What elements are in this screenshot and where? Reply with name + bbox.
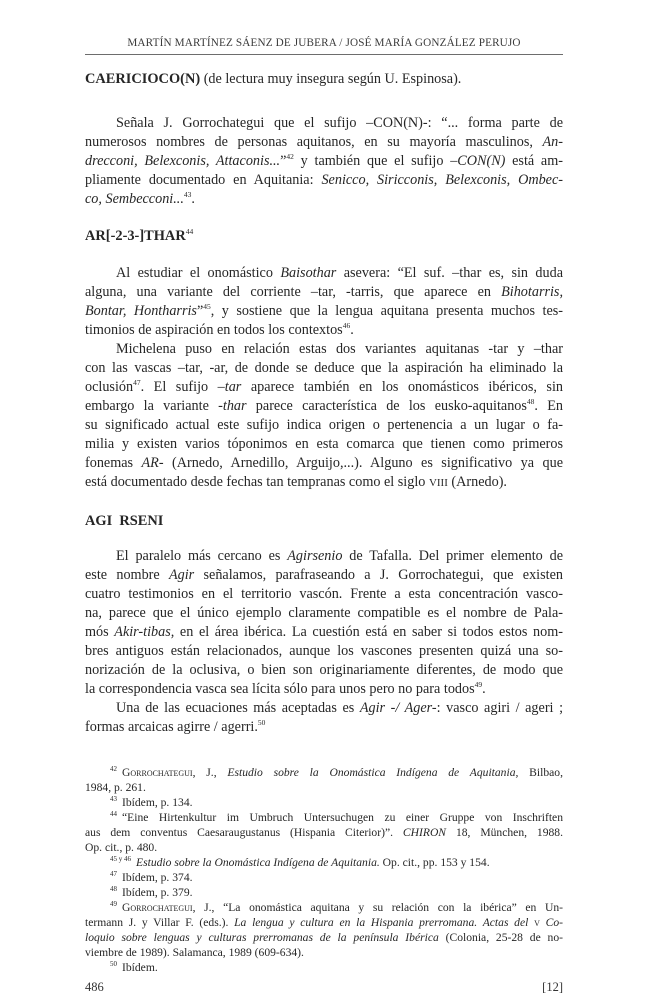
body-line: [85, 454, 563, 473]
body-line: [85, 661, 563, 680]
italic-text: Agirsenio: [287, 548, 343, 564]
text: , J.,: [192, 766, 228, 779]
footnote-number: 49: [110, 900, 117, 908]
header-rule: [85, 54, 563, 55]
text: está documentado desde fechas tan tempranas como el siglo: [85, 474, 429, 490]
footnote-49-cont: [85, 930, 563, 945]
text: Bilbao,: [518, 766, 563, 779]
footnote-49: [110, 900, 563, 915]
text: en el área ibérica. La cuestión está en saber si todos estos nom-: [174, 624, 563, 640]
italic-text: Akir-tibas,: [114, 624, 175, 640]
text: este nombre: [85, 567, 169, 583]
text: na, parece que el único ejemplo claramente compatible es el nombre de Pala-: [85, 605, 563, 621]
title-italic: loquio sobre lenguas y culturas prerromanas de la península Ibérica: [85, 931, 439, 944]
title-italic: La lengua y cultura en la Hispania prerromana. Actas del: [234, 916, 535, 929]
text: (Arnedo).: [447, 474, 507, 490]
body-line: [85, 566, 563, 585]
entry-heading-agirseni: [85, 512, 563, 531]
text: : vasco agiri / ageri ;: [436, 700, 564, 716]
text: parece característica de los eusko-aquitanos: [246, 398, 527, 414]
italic-text: Agir: [168, 567, 195, 583]
text: norización de la oclusiva, o bien son originariamente diferentes, de modo que: [85, 662, 563, 678]
footnote-number: 48: [110, 885, 117, 893]
running-head: MARTÍN MARTÍNEZ SÁENZ DE JUBERA / JOSÉ MARÍA GONZÁLEZ PERUJO: [127, 37, 521, 49]
body-line: [85, 321, 563, 340]
text: su significado actual este sufijo indica origen o pertenencia a un lugar o fa-: [85, 417, 563, 433]
text: ”: [196, 303, 204, 319]
text: señalamos, parafraseando a J. Gorrochategui, que existen: [194, 567, 563, 583]
footnote-number: 44: [110, 810, 117, 818]
italic-text: CON(N): [457, 153, 506, 169]
italic-text: Baisothar: [280, 265, 337, 281]
body-line: [85, 133, 563, 152]
text: asevera: “El suf. –thar es, sin duda: [336, 265, 563, 281]
footnote-42-cont: [85, 780, 563, 795]
body-line: [85, 642, 563, 661]
footnote-50: [110, 960, 563, 975]
text: milia y existen varios tóponimos en esta comarca que tienen como primeros: [85, 436, 563, 452]
footnote-ref[interactable]: 48: [526, 397, 535, 406]
text: Op. cit., p. 480.: [85, 841, 158, 854]
body-line: [85, 283, 563, 302]
body-line: [85, 623, 563, 642]
body-line: [116, 114, 563, 133]
title-italic: Estudio sobre la Onomástica Indígena de Aquitania.: [136, 856, 380, 869]
text: pliamente documentado en Aquitania:: [85, 172, 322, 188]
body-line: [85, 604, 563, 623]
body-line: [85, 397, 563, 416]
text: Ibídem, p. 379.: [122, 886, 193, 899]
footnote-ref[interactable]: 50: [257, 718, 266, 727]
text: , y sostiene que la lengua aquitana presenta muchos tes-: [210, 303, 563, 319]
heading-text: AGI RSENI: [85, 513, 164, 529]
body-line: [85, 152, 563, 171]
body-line: [85, 190, 563, 209]
text: aparece también en los onomásticos ibéricos, sin: [241, 379, 563, 395]
text: Al estudiar el onomástico: [116, 265, 281, 281]
heading-text: CAERICIOCO(N): [85, 71, 201, 87]
italic-text: Bontar, Hontharris: [85, 303, 197, 319]
footnote-ref[interactable]: 44: [185, 227, 194, 236]
text: embargo la variante: [85, 398, 219, 414]
entry-heading-arthar: [85, 227, 563, 246]
body-line: [85, 359, 563, 378]
footnote-43: [110, 795, 563, 810]
footnote-number: 45 y 46: [110, 855, 131, 863]
italic-text: drecconi, Belexconis, Attaconis...: [85, 153, 281, 169]
bracket-page-number: [12]: [542, 980, 563, 994]
text: ”: [280, 153, 287, 169]
footnote-45-46: [110, 855, 563, 870]
text: timonios de aspiración en todos los contextos: [85, 322, 343, 338]
footnote-ref[interactable]: 45: [203, 302, 211, 311]
text: mós: [85, 624, 115, 640]
text: El paralelo más cercano es: [116, 548, 288, 564]
footnote-number: 43: [110, 795, 117, 803]
footnote-44: [110, 810, 563, 825]
footnote-ref[interactable]: 46: [342, 321, 351, 330]
text: viembre de 1989). Salamanca, 1989 (609-634).: [85, 946, 304, 959]
footnote-number: 50: [110, 960, 117, 968]
body-line: [85, 435, 563, 454]
text: y también que el sufijo –: [293, 153, 458, 169]
footnote-number: 47: [110, 870, 117, 878]
page-number: 486: [85, 980, 104, 994]
text: Michelena puso en relación estas dos variantes aquitanas -tar y –thar: [116, 341, 563, 357]
italic-text: AR-: [141, 455, 164, 471]
footnote-ref[interactable]: 47: [133, 378, 141, 387]
text: Ibídem.: [122, 961, 158, 974]
italic-text: –tar: [217, 379, 242, 395]
title-italic: Estudio sobre la Onomástica Indígena de Aquitania,: [227, 766, 519, 779]
italic-text: co, Sembecconi...: [85, 191, 184, 207]
text: numerosos nombres de personas aquitanos, en su mayoría masculinos,: [85, 134, 543, 150]
footnote-49-cont: [85, 915, 563, 930]
text: 18, München, 1988.: [446, 826, 563, 839]
text: Ibídem, p. 374.: [122, 871, 193, 884]
body-line: [85, 680, 563, 699]
text: Una de las ecuaciones más aceptadas es: [116, 700, 360, 716]
footnote-49-cont: [85, 945, 563, 960]
footnote-ref[interactable]: 42: [286, 152, 294, 161]
small-caps-text: VIII: [428, 477, 448, 489]
text: formas arcaicas agirre / agerri.: [85, 719, 258, 735]
italic-text: Senicco, Siricconis, Belexconis, Ombec-: [321, 172, 563, 188]
italic-text: An-: [542, 134, 563, 150]
title-italic: Co-: [539, 916, 563, 929]
body-line: [85, 171, 563, 190]
text: .: [191, 191, 195, 207]
body-line: [85, 718, 563, 737]
heading-text: AR[-2-3-]THAR: [85, 228, 186, 244]
text: termann J. y Villar F. (eds.).: [85, 916, 235, 929]
text: . En: [534, 398, 563, 414]
text: la correspondencia vasca sea lícita sólo para unos pero no para todos: [85, 681, 475, 697]
body-line: [116, 264, 563, 283]
italic-text: -thar: [218, 398, 247, 414]
text: está am-: [505, 153, 563, 169]
text: “Eine Hirtenkultur im Umbruch Untersuchugen zu einer Gruppe von Inschriften: [122, 811, 563, 824]
text: , J., “La onomástica aquitana y su relación con la ibérica” en Un-: [192, 901, 563, 914]
text: (Arnedo, Arnedillo, Arguijo,...). Alguno es significativo ya que: [163, 455, 563, 471]
text: .: [482, 681, 486, 697]
small-caps-text: v: [534, 916, 540, 929]
heading-note: (de lectura muy insegura según U. Espinosa).: [200, 71, 462, 87]
text: Ibídem, p. 134.: [122, 796, 193, 809]
text: (Colonia, 25-28 de no-: [438, 931, 563, 944]
body-line: [85, 302, 563, 321]
footnote-44-cont: [85, 840, 563, 855]
footnote-number: 42: [110, 765, 117, 773]
footnote-ref[interactable]: 49: [474, 680, 483, 689]
text: . El sufijo: [140, 379, 218, 395]
footnote-42: [110, 765, 563, 780]
author-name: Gorrochategui: [122, 766, 193, 779]
footnote-47: [110, 870, 563, 885]
body-line: [85, 585, 563, 604]
author-name: Gorrochategui: [122, 901, 193, 914]
body-line: [85, 416, 563, 435]
text: .: [350, 322, 354, 338]
text: Op. cit., pp. 153 y 154.: [379, 856, 490, 869]
text: de Tafalla. Del primer elemento de: [342, 548, 564, 564]
body-line: [85, 378, 563, 397]
text: fonemas: [85, 455, 142, 471]
body-line: [116, 340, 563, 359]
text: cuatro testimonios en el territorio vascón. Frente a esta concentración vasco-: [85, 586, 563, 602]
entry-heading-caericioco: [85, 70, 563, 89]
body-line: [116, 699, 563, 718]
title-italic: CHIRON: [402, 826, 447, 839]
body-line: [85, 473, 563, 493]
text: con las vascas –tar, -ar, de donde se deduce que la aspiración ha eliminado la: [85, 360, 563, 376]
text: oclusión: [85, 379, 134, 395]
footnote-48: [110, 885, 563, 900]
body-line: [116, 547, 563, 566]
italic-text: Agir -/ Ager-: [359, 700, 437, 716]
footnote-ref[interactable]: 43: [183, 190, 192, 199]
text: bres antiguos están relacionados, aunque los vascones presenten quizá una so-: [85, 643, 563, 659]
italic-text: Bihotarris,: [501, 284, 563, 300]
text: aus dem conventus Caesaraugustanus (Hispania Citerior)”.: [85, 826, 403, 839]
text: Señala J. Gorrochategui que el sufijo –CON(N)-: “... forma parte de: [116, 115, 563, 131]
text: alguna, una variante del corriente –tar, -tarris, que aparece en: [85, 284, 502, 300]
text: 1984, p. 261.: [85, 781, 146, 794]
footnote-44-cont: [85, 825, 563, 840]
